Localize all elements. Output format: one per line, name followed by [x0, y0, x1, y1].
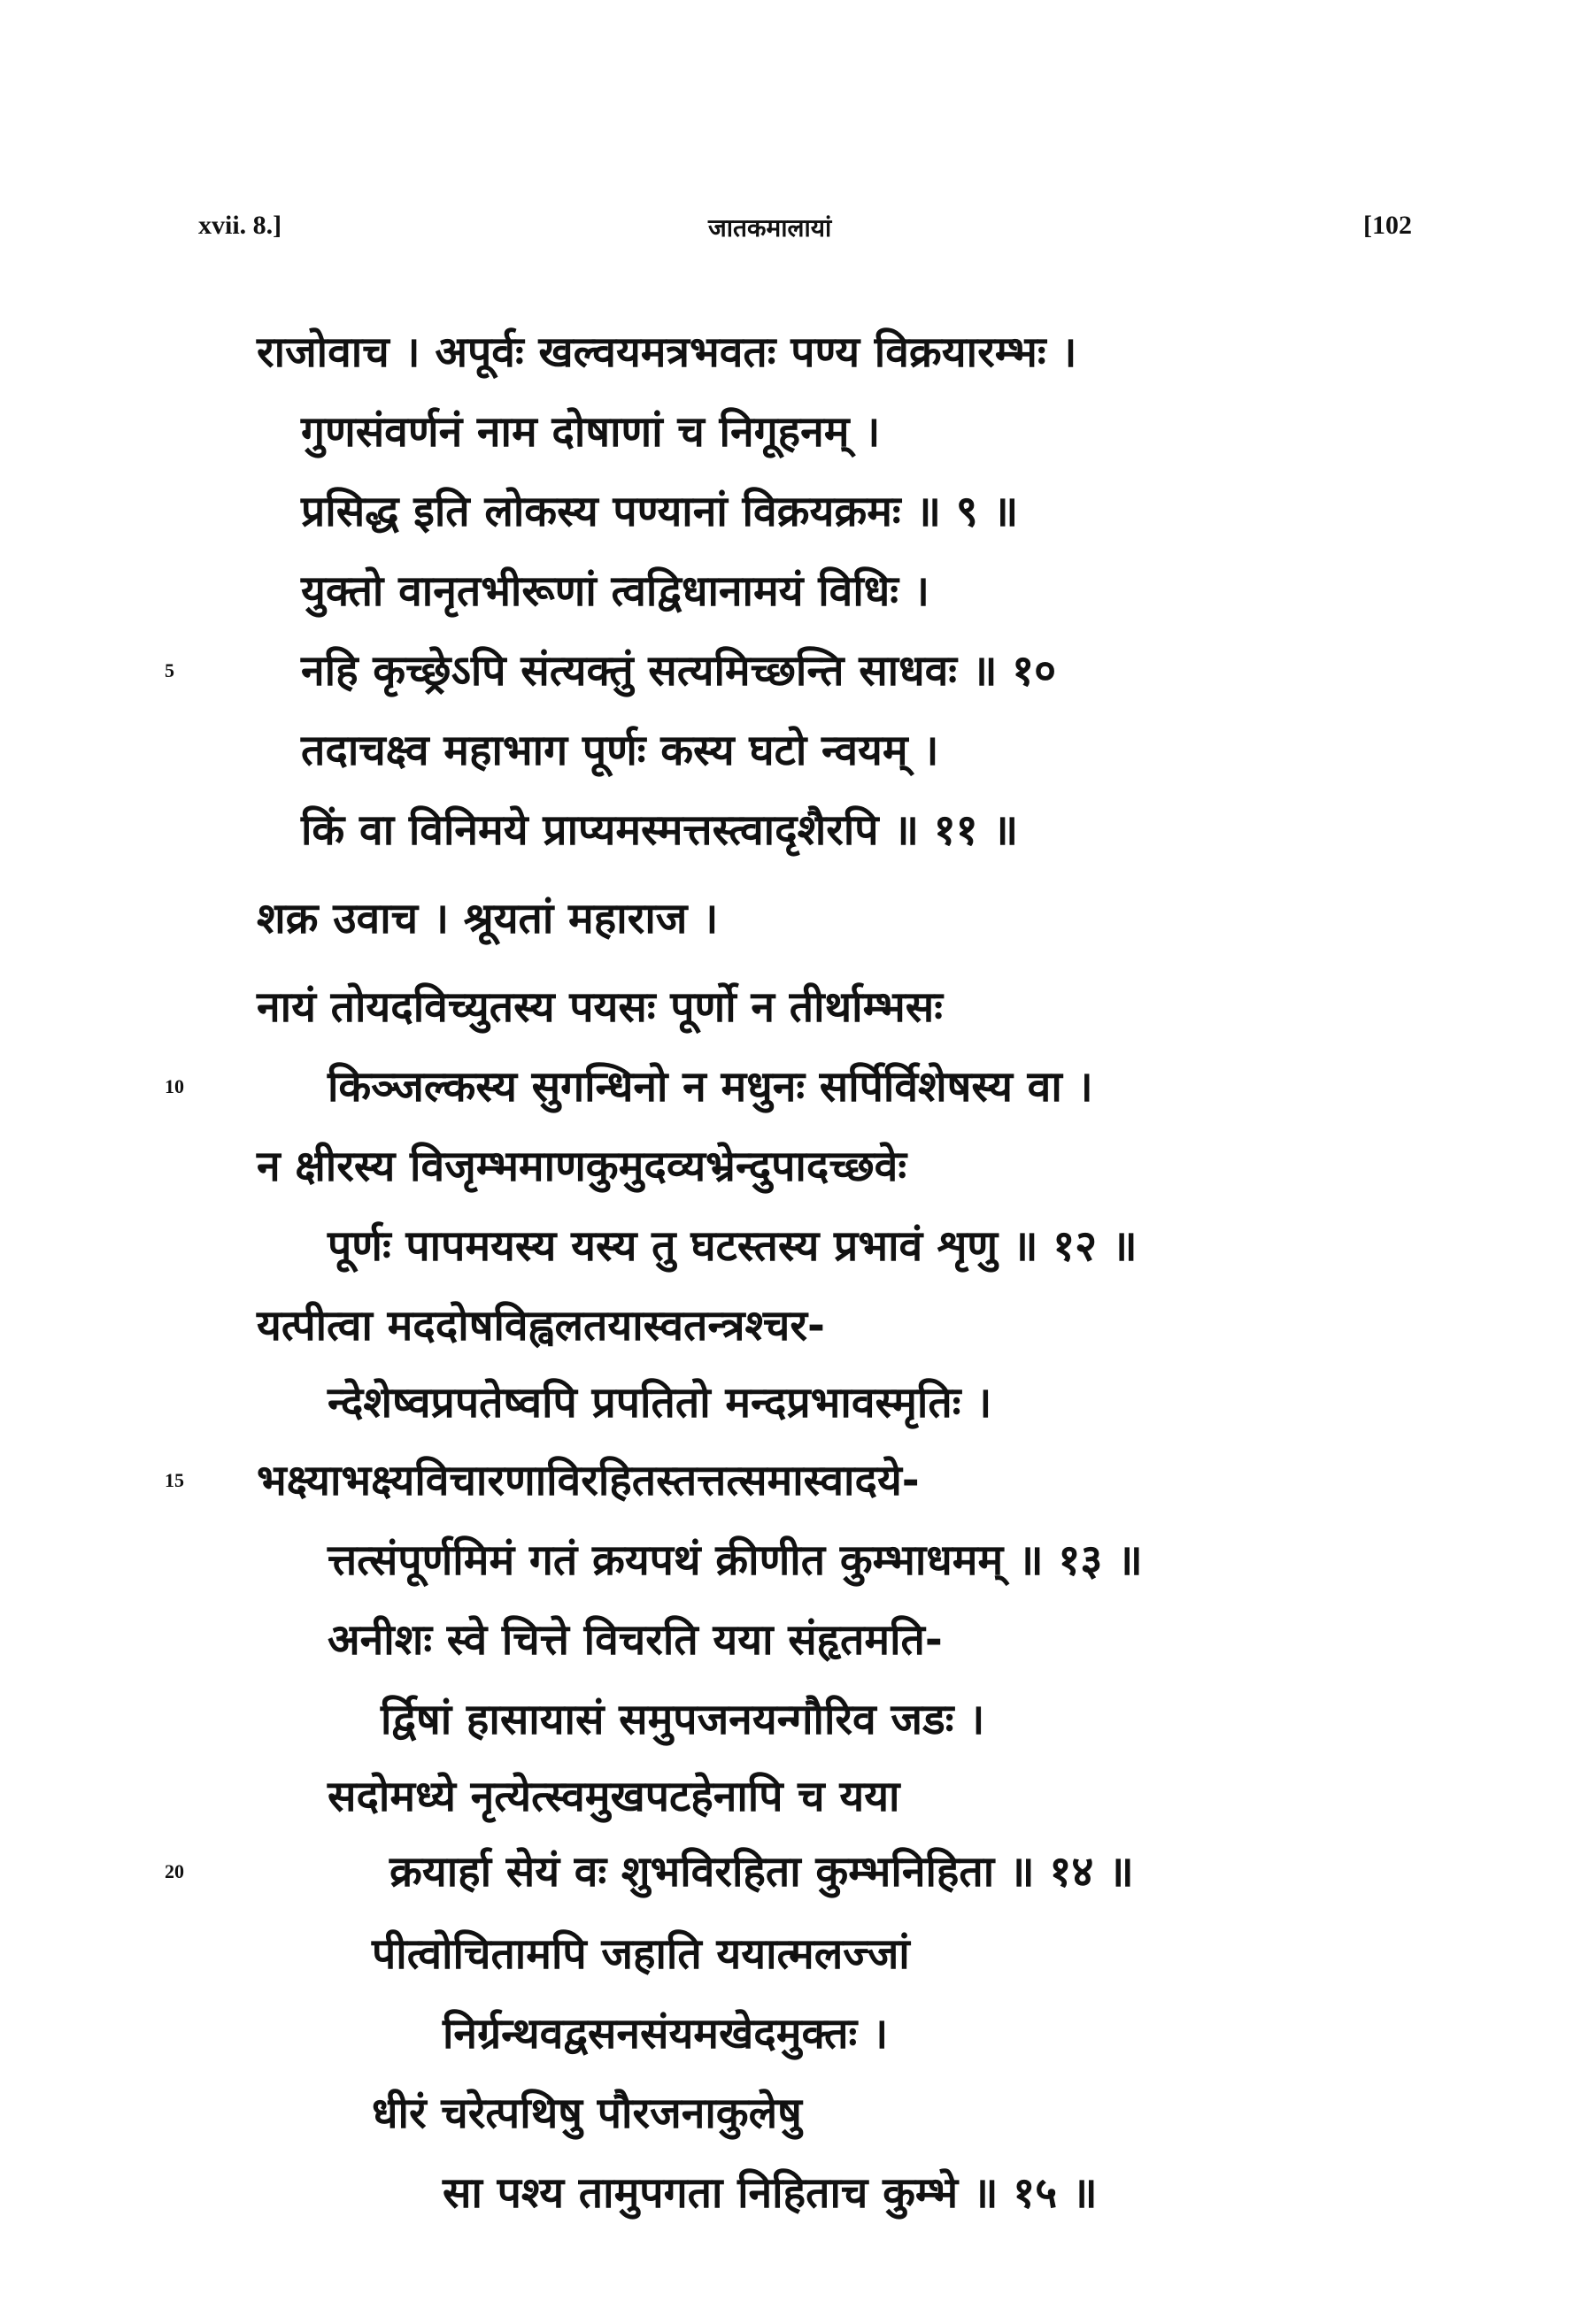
text-line: नायं तोयदविच्युतस्य पयसः पूर्णो न तीर्थाम्भसः: [257, 982, 943, 1032]
text-line: पूर्णः पापमयस्य यस्य तु घटस्तस्य प्रभावं शृणु ॥ १२ ॥: [328, 1221, 1138, 1271]
line-number: 10: [165, 1075, 184, 1097]
line-number: 20: [165, 1860, 184, 1882]
text-line: भक्ष्याभक्ष्यविचारणाविरहितस्तत्तत्समास्वादये-: [257, 1456, 920, 1505]
text-line: अनीशः स्वे चित्ते विचरति यया संहृतमति-: [328, 1615, 943, 1665]
text-line: प्रसिद्ध इति लोकस्य पण्यानां विक्रयक्रमः ॥ ९ ॥: [301, 487, 1019, 536]
text-line: धीरं चरेत्पथिषु पौरजनाकुलेषु: [372, 2089, 802, 2138]
text-line: यत्पीत्वा मददोषविह्वलतयास्वतन्त्रश्चर-: [257, 1301, 825, 1351]
text-line: पीत्वोचितामपि जहाति ययात्मलज्जां: [372, 1929, 910, 1979]
text-line: राजोवाच । अपूर्वः खल्वयमत्रभवतः पण्य विक्रयारम्भः ।: [257, 327, 1077, 377]
text-line: गुणसंवर्णनं नाम दोषाणां च निगूहनम् ।: [301, 407, 881, 457]
text-line: किञ्जल्कस्य सुगन्धिनो न मधुनः सर्पिर्विशेषस्य वा ।: [328, 1062, 1093, 1112]
text-line: सा पश्य तामुपगता निहिताच कुम्भे ॥ १५ ॥: [443, 2168, 1098, 2218]
line-number: 15: [165, 1469, 184, 1491]
text-line: नहि कृच्छ्रेऽपि संत्यक्तुं सत्यमिच्छन्ति साधवः ॥ १०: [301, 646, 1057, 696]
text-line: र्द्विषां हासायासं समुपजनयन्गौरिव जडः ।: [381, 1695, 985, 1744]
book-title: जातकमालायां: [708, 213, 832, 242]
text-line: तदाचक्ष्व महाभाग पूर्णः कस्य घटो न्वयम् ।: [301, 726, 939, 775]
text-line: युक्तो वानृतभीरूणां त्वद्विधानामयं विधिः ।: [301, 566, 929, 616]
running-header: [0, 211, 1581, 246]
text-line: क्रयार्हा सेयं वः शुभविरहिता कुम्भनिहिता ॥ १४ ॥: [389, 1847, 1134, 1897]
line-number: 5: [165, 659, 174, 681]
chapter-verse-ref: xvii. 8.]: [198, 211, 282, 240]
text-line: किं वा विनिमये प्राप्यमस्मत्तस्त्वादृशैरपि ॥ ११ ॥: [301, 805, 1019, 855]
page-number: [102: [1363, 211, 1412, 240]
text-line: सदोमध्ये नृत्येत्स्वमुखपटहेनापि च यया: [328, 1772, 900, 1821]
text-line: न्देशेष्वप्रपतेष्वपि प्रपतितो मन्दप्रभावस्मृतिः ।: [328, 1378, 992, 1427]
text-line: न क्षीरस्य विजृम्भमाणकुमुदव्यभ्रेन्दुपादच्छवेः: [257, 1142, 907, 1191]
text-line: शक्र उवाच । श्रूयतां महाराज ।: [257, 894, 719, 943]
text-line: निर्ग्रन्थवद्वसनसंयमखेदमुक्तः ।: [443, 2009, 889, 2059]
text-line: त्तत्संपूर्णमिमं गतं क्रयपथं क्रीणीत कुम्भाधमम् ॥ १३ ॥: [328, 1535, 1143, 1585]
